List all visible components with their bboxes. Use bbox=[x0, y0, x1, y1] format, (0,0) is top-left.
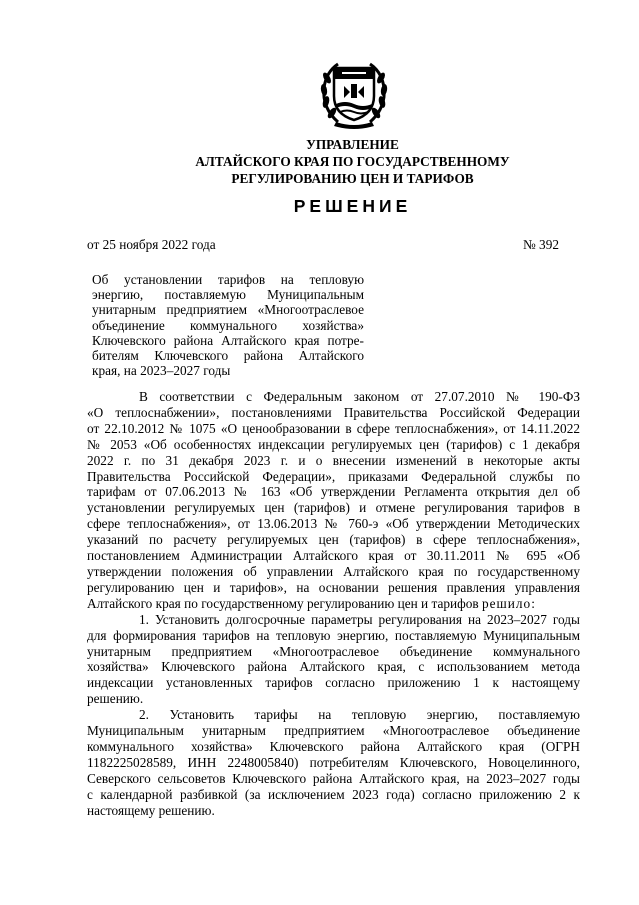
preamble-line: постановлением Администрации Алтайского края от 30.11.2011 № 695 «Об bbox=[87, 548, 580, 564]
preamble-line: № 2053 «Об особенностях индексации регулируемых цен (тарифов) с 1 декабря bbox=[87, 436, 580, 452]
preamble-line: В соответствии с Федеральным законом от 27.07.2010 № 190-ФЗ bbox=[139, 389, 580, 404]
agency-name-line: АЛТАЙСКОГО КРАЯ ПО ГОСУДАРСТВЕННОМУ bbox=[195, 154, 510, 169]
subject-line: бителям Ключевского района Алтайского bbox=[92, 348, 364, 364]
item-2-line: с календарной разбивкой (за исключением 2023 года) согласно приложению 2 к bbox=[87, 786, 580, 802]
agency-name bbox=[100, 136, 605, 187]
preamble-line: Правительства Российской Федерации», приказами Федеральной службы по bbox=[87, 468, 580, 484]
preamble-line: от 22.10.2012 № 1075 «О ценообразовании в сфере теплоснабжения», от 14.11.2022 bbox=[87, 420, 580, 436]
item-1-line: хозяйства» Ключевского района Алтайского края, с использованием метода bbox=[87, 659, 580, 675]
subject-line: Об установлении тарифов на тепловую bbox=[92, 272, 364, 287]
preamble-line: «О теплоснабжении», постановлениями Правительства Российской Федерации bbox=[87, 404, 580, 420]
subject-line: унитарным предприятием «Многоотраслевое bbox=[92, 302, 364, 318]
item-1-line: индексации установленных тарифов согласно приложению 1 к настоящему bbox=[87, 675, 580, 691]
preamble-last-colon: : bbox=[531, 595, 535, 611]
preamble-line: регулированию цен и тарифов», на основании решения правления управления bbox=[87, 579, 580, 595]
document-body bbox=[87, 389, 580, 818]
item-1-line: решению. bbox=[87, 691, 144, 707]
preamble-line: указаний по расчету регулируемых цен (тарифов) в сфере теплоснабжения», bbox=[87, 532, 580, 548]
item-2-line: коммунального хозяйства» Ключевского района Алтайского края (ОГРН bbox=[87, 738, 580, 754]
item-1-line: 1. Установить долгосрочные параметры регулирования на 2023–2027 годы bbox=[139, 611, 580, 627]
subject-line: Ключевского района Алтайского края потре- bbox=[92, 332, 364, 348]
agency-name-line: УПРАВЛЕНИЕ bbox=[306, 137, 399, 152]
preamble-line: 2022 г. по 31 декабря 2023 г. и о внесении изменений в некоторые акты bbox=[87, 452, 580, 468]
document-number: № 392 bbox=[523, 237, 559, 252]
preamble-last-text: Алтайского края по государственному регулированию цен и тарифов bbox=[87, 595, 482, 611]
item-2-line: 2. Установить тарифы на тепловую энергию, поставляемую bbox=[139, 707, 580, 723]
agency-name-line: РЕГУЛИРОВАНИЮ ЦЕН И ТАРИФОВ bbox=[231, 171, 474, 186]
subject-line: энергию, поставляемую Муниципальным bbox=[92, 287, 364, 303]
subject-line: края, на 2023–2027 годы bbox=[92, 363, 231, 379]
subject-line: объединение коммунального хозяйства» bbox=[92, 317, 364, 333]
item-2-line: Муниципальным унитарным предприятием «Многоотраслевое объединение bbox=[87, 723, 580, 739]
altai-krai-emblem-icon bbox=[318, 56, 390, 130]
item-2-line: Северского сельсоветов Ключевского района Алтайского края, на 2023–2027 годы bbox=[87, 770, 580, 786]
preamble-line: установлении регулируемых цен (тарифов) и отмене регулирования тарифов в bbox=[87, 500, 580, 516]
preamble-last-line bbox=[87, 596, 580, 612]
decision-keyword: решило bbox=[482, 595, 532, 611]
item-1-line: для формирования тарифов на тепловую энергию, поставляемую Муниципальным bbox=[87, 627, 580, 643]
document-date: от 25 ноября 2022 года bbox=[87, 237, 216, 252]
preamble-line: тарифам от 07.06.2013 № 163 «Об утверждении Регламента открытия дел об bbox=[87, 484, 580, 500]
preamble-line: сфере теплоснабжения», от 13.06.2013 № 760-э «Об утверждении Методических bbox=[87, 516, 580, 532]
document-subject bbox=[92, 272, 364, 378]
item-1-line: унитарным предприятием «Многоотраслевое объединение коммунального bbox=[87, 643, 580, 659]
item-2-line: 1182225028589, ИНН 2248005840) потребителям Ключевского, Новоцелинного, bbox=[87, 754, 580, 770]
document-type-title: РЕШЕНИЕ bbox=[293, 196, 412, 216]
item-2-line: настоящему решению. bbox=[87, 802, 215, 818]
preamble-line: утверждении положения об управлении Алтайского края по государственному bbox=[87, 563, 580, 579]
